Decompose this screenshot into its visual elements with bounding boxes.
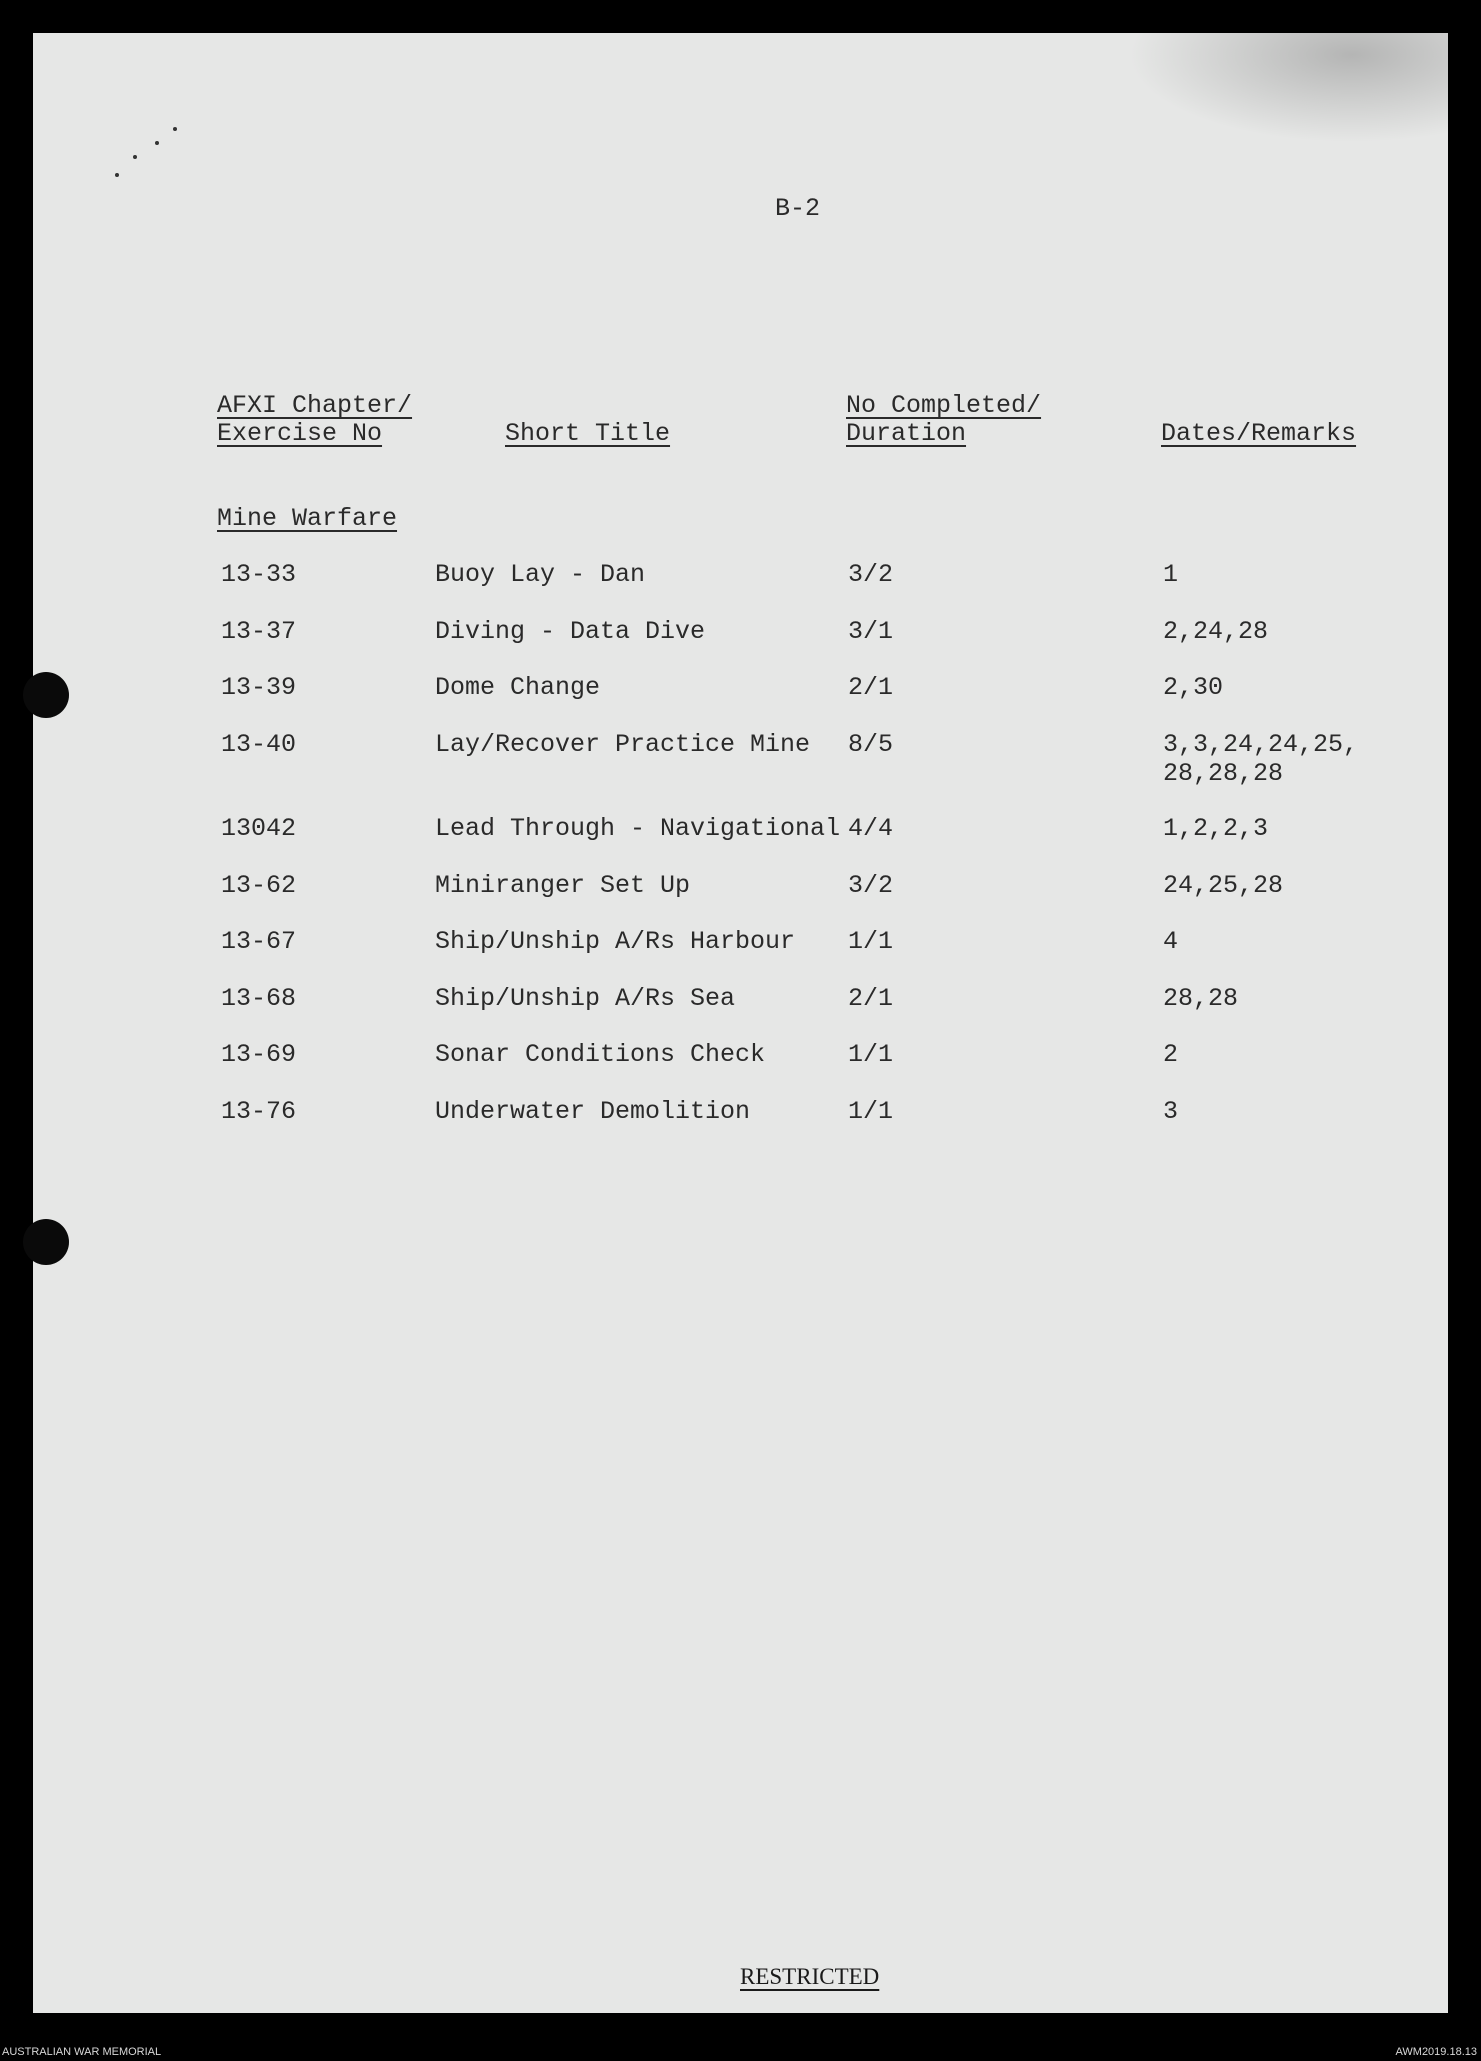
- short-title: Ship/Unship A/Rs Harbour: [435, 927, 796, 956]
- credit-left: AUSTRALIAN WAR MEMORIAL: [2, 2046, 162, 2058]
- credit-right: AWM2019.18.13: [1395, 2046, 1477, 2058]
- dates-remarks: 1: [1163, 560, 1179, 589]
- short-title: Sonar Conditions Check: [435, 1040, 766, 1069]
- short-title: Lay/Recover Practice Mine: [435, 730, 811, 759]
- completed-duration: 3/2: [848, 871, 894, 900]
- short-title: Buoy Lay - Dan: [435, 560, 646, 589]
- completed-duration: 8/5: [848, 730, 894, 759]
- header-dates-remarks: Dates/Remarks: [1161, 419, 1357, 448]
- header-completed-line2: Duration: [846, 419, 967, 448]
- completed-duration: 1/1: [848, 927, 894, 956]
- exercise-no: 13-67: [221, 927, 297, 956]
- document-page: [33, 33, 1448, 2013]
- dates-remarks: 2,24,28: [1163, 617, 1269, 646]
- dates-remarks: 2: [1163, 1040, 1179, 1069]
- classification-footer: RESTRICTED: [740, 1964, 880, 1989]
- completed-duration: 3/1: [848, 617, 894, 646]
- exercise-no: 13-39: [221, 673, 297, 702]
- punch-hole: [23, 1219, 69, 1265]
- completed-duration: 2/1: [848, 673, 894, 702]
- section-title: Mine Warfare: [217, 504, 398, 533]
- header-exercise-line2: Exercise No: [217, 419, 383, 448]
- exercise-no: 13-69: [221, 1040, 297, 1069]
- exercise-no: 13042: [221, 814, 297, 843]
- dates-remarks: 3: [1163, 1097, 1179, 1126]
- completed-duration: 3/2: [848, 560, 894, 589]
- completed-duration: 2/1: [848, 984, 894, 1013]
- completed-duration: 1/1: [848, 1040, 894, 1069]
- exercise-no: 13-37: [221, 617, 297, 646]
- short-title: Miniranger Set Up: [435, 871, 691, 900]
- punch-hole: [23, 672, 69, 718]
- short-title: Lead Through - Navigational: [435, 814, 841, 843]
- dates-remarks: 1,2,2,3: [1163, 814, 1269, 843]
- completed-duration: 4/4: [848, 814, 894, 843]
- header-short-title: Short Title: [505, 419, 671, 448]
- dates-remarks: 3,3,24,24,25,: [1163, 730, 1359, 759]
- speck: [155, 141, 159, 145]
- exercise-no: 13-40: [221, 730, 297, 759]
- header-exercise-line1: AFXI Chapter/: [217, 391, 413, 420]
- page-number: B-2: [775, 194, 821, 223]
- exercise-no: 13-33: [221, 560, 297, 589]
- dates-remarks: 28,28,28: [1163, 759, 1284, 788]
- dates-remarks: 24,25,28: [1163, 871, 1284, 900]
- completed-duration: 1/1: [848, 1097, 894, 1126]
- speck: [115, 173, 119, 177]
- speck: [173, 127, 177, 131]
- exercise-no: 13-76: [221, 1097, 297, 1126]
- short-title: Dome Change: [435, 673, 601, 702]
- short-title: Underwater Demolition: [435, 1097, 751, 1126]
- exercise-no: 13-62: [221, 871, 297, 900]
- exercise-no: 13-68: [221, 984, 297, 1013]
- scan-smudge: [1128, 33, 1448, 143]
- speck: [133, 155, 137, 159]
- dates-remarks: 28,28: [1163, 984, 1239, 1013]
- short-title: Diving - Data Dive: [435, 617, 706, 646]
- dates-remarks: 2,30: [1163, 673, 1224, 702]
- short-title: Ship/Unship A/Rs Sea: [435, 984, 736, 1013]
- dates-remarks: 4: [1163, 927, 1179, 956]
- header-completed-line1: No Completed/: [846, 391, 1042, 420]
